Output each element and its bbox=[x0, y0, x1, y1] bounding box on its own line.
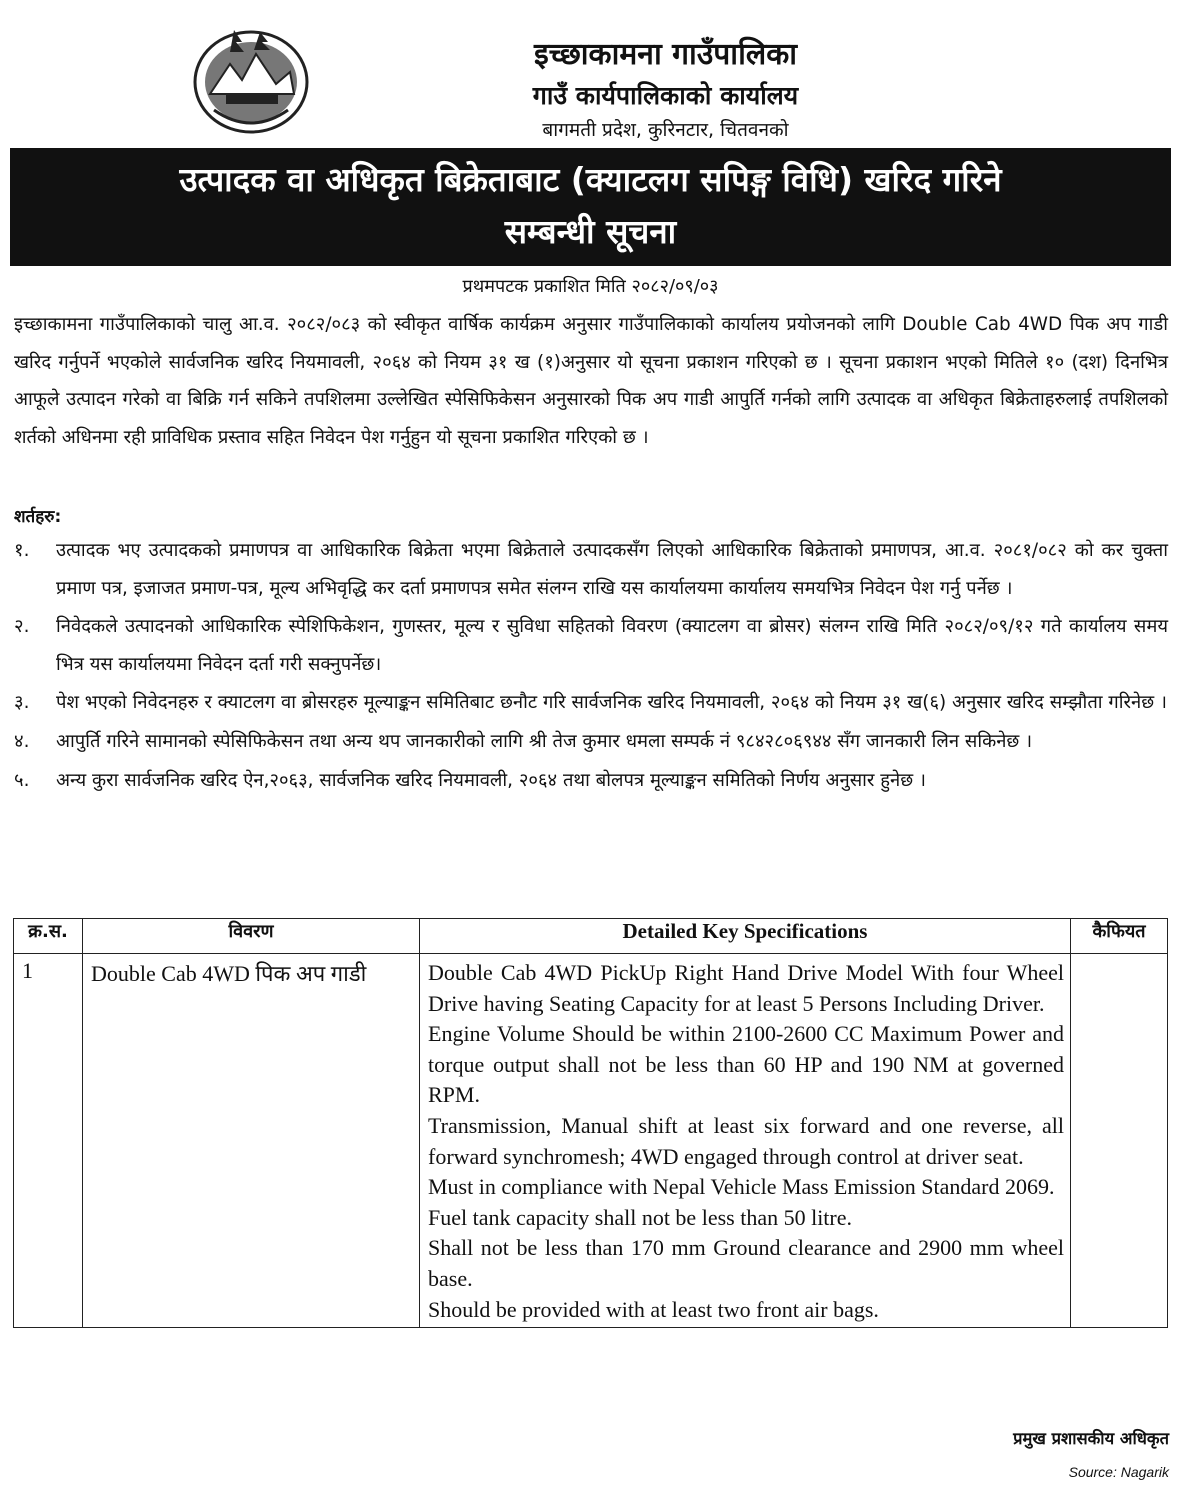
condition-number: १. bbox=[14, 540, 30, 561]
condition-text: उत्पादक भए उत्पादकको प्रमाणपत्र वा आधिकारिक बिक्रेता भएमा बिक्रेताले उत्पादकसँग लिएको आधिकारिक बिक्रेताको प्रमाणपत्र, आ.व. २०८१/०८२ को कर चुक्ता प्रमाण पत्र, इजाजत प्रमाण-पत्र, मूल्य अभिवृद्धि कर दर्ता प्रमाणपत्र समेत संलग्न राखि यस कार्यालयमा कार्यालय समयभित्र निवेदन पेश गर्नु पर्नेछ । bbox=[56, 540, 1168, 599]
condition-text: निवेदकले उत्पादनको आधिकारिक स्पेशिफिकेशन, गुणस्तर, मूल्य र सुविधा सहितको विवरण (क्याटलग वा ब्रोसर) संलग्न राखि मिति २०८२/०९/१२ गते कार्यालय समय भित्र यस कार्यालयमा निवेदन दर्ता गरी सक्नुपर्नेछ। bbox=[56, 616, 1168, 675]
col-header-description: विवरण bbox=[83, 919, 420, 954]
condition-text: पेश भएको निवेदनहरु र क्याटलग वा ब्रोसरहरु मूल्याङ्कन समितिबाट छनौट गरि सार्वजनिक खरिद नियमावली, २०६४ को नियम ३१ ख(६) अनुसार खरिद सम्झौता गरिनेछ । bbox=[56, 692, 1167, 714]
specification-table bbox=[13, 918, 1168, 1328]
condition-number: ४. bbox=[14, 730, 30, 752]
spec-item: Engine Volume Should be within 2100-2600 CC Maximum Power and torque output shall not be less than 60 HP and 190 NM at governed RPM. bbox=[428, 1021, 1064, 1108]
publication-date: प्रथमपटक प्रकाशित मिति २०८२/०९/०३ bbox=[462, 276, 719, 297]
condition-item bbox=[14, 762, 1168, 800]
office-address: बागमती प्रदेश, कुरिनटार, चितवनको bbox=[542, 119, 789, 141]
spec-item: Shall not be less than 170 mm Ground clearance and 2900 mm wheel base. bbox=[428, 1235, 1064, 1291]
condition-number: ५. bbox=[14, 769, 30, 791]
col-header-specifications: Detailed Key Specifications bbox=[420, 919, 1071, 954]
office-name: गाउँ कार्यपालिकाको कार्यालय bbox=[532, 81, 799, 110]
cell-description: Double Cab 4WD पिक अप गाडी bbox=[83, 954, 420, 1328]
spec-item: Double Cab 4WD PickUp Right Hand Drive Model With four Wheel Drive having Seating Capacity for at least 5 Persons Including Driver. bbox=[428, 960, 1064, 1016]
cell-sn: 1 bbox=[14, 954, 83, 1328]
col-header-remarks: कैफियत bbox=[1071, 919, 1168, 954]
signatory-title: प्रमुख प्रशासकीय अधिकृत bbox=[1013, 1429, 1169, 1448]
spec-item: Should be provided with at least two front air bags. bbox=[428, 1296, 879, 1322]
table-row bbox=[14, 954, 1168, 1328]
notice-title-line-2: सम्बन्धी सूचना bbox=[504, 212, 677, 251]
letterhead bbox=[0, 0, 1181, 148]
conditions-list bbox=[14, 532, 1168, 800]
notice-title-line-1: उत्पादक वा अधिकृत बिक्रेताबाट (क्याटलग सपिङ्ग विधि) खरिद गरिने bbox=[179, 160, 1002, 199]
organization-name: इच्छाकामना गाउँपालिका bbox=[533, 37, 797, 72]
condition-number: २. bbox=[14, 616, 30, 638]
spec-item: Fuel tank capacity shall not be less than 50 litre. bbox=[428, 1204, 853, 1230]
intro-paragraph: इच्छाकामना गाउँपालिकाको चालु आ.व. २०८२/०८३ को स्वीकृत वार्षिक कार्यक्रम अनुसार गाउँपालिकाको कार्यालय प्रयोजनको लागि Double Cab 4WD पिक अप गाडी खरिद गर्नुपर्ने भएकोले सार्वजनिक खरिद नियमावली, २०६४ को नियम ३१ ख (१)अनुसार यो सूचना प्रकाशन गरिएको छ । सूचना प्रकाशन भएको मितिले १० (दश) दिनभित्र आफूले उत्पादन गरेको वा बिक्रि गर्न सकिने तपशिलमा उल्लेखित स्पेसिफिकेसन अनुसारको पिक अप गाडी आपुर्ति गर्नको लागि उत्पादक वा अधिकृत बिक्रेताहरुलाई तपशिलको शर्तको अधिनमा रही प्राविधिक प्रस्ताव सहित निवेदन पेश गर्नुहुन यो सूचना प्रकाशित गरिएको छ । bbox=[14, 314, 1168, 448]
condition-text: आपुर्ति गरिने सामानको स्पेसिफिकेसन तथा अन्य थप जानकारीको लागि श्री तेज कुमार धमला सम्पर्क नं ९८४२८०६९४४ सँग जानकारी लिन सकिनेछ । bbox=[56, 730, 1033, 752]
source-credit: Source: Nagarik bbox=[1068, 1464, 1169, 1480]
spec-item: Transmission, Manual shift at least six forward and one reverse, all forward synchromesh; 4WD engaged through control at driver seat. bbox=[428, 1112, 1064, 1169]
condition-text: अन्य कुरा सार्वजनिक खरिद ऐन,२०६३, सार्वजनिक खरिद नियमावली, २०६४ तथा बोलपत्र मूल्याङ्कन समितिको निर्णय अनुसार हुनेछ । bbox=[56, 769, 926, 791]
spec-item: Must in compliance with Nepal Vehicle Mass Emission Standard 2069. bbox=[428, 1174, 1055, 1200]
condition-item bbox=[14, 608, 1168, 683]
table-header-row bbox=[14, 919, 1168, 954]
cell-remarks bbox=[1071, 954, 1168, 1328]
condition-item bbox=[14, 532, 1168, 607]
col-header-sn: क्र.स. bbox=[14, 919, 83, 954]
conditions-heading: शर्तहरु: bbox=[14, 507, 62, 527]
condition-item bbox=[14, 723, 1168, 761]
cell-specifications bbox=[420, 954, 1071, 1328]
condition-number: ३. bbox=[14, 692, 30, 714]
condition-item bbox=[14, 684, 1168, 722]
notice-title-banner bbox=[10, 148, 1171, 266]
